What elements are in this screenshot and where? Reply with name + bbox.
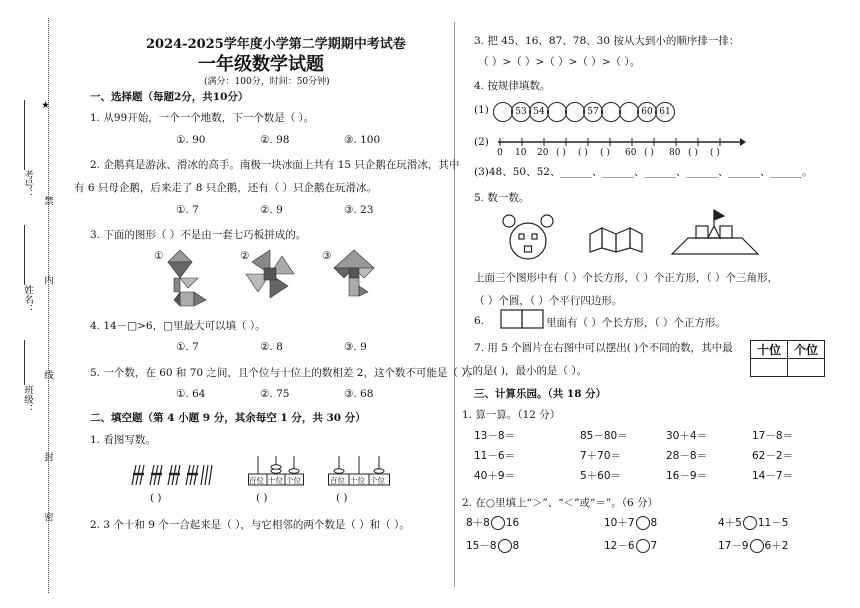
compare-circle[interactable] xyxy=(750,539,764,553)
pattern-1-label: (1) xyxy=(474,104,489,116)
exam-number-blank xyxy=(24,100,25,170)
calc-question-1: 1. 算一算。（12 分） xyxy=(462,409,561,421)
fill-question-4: 4. 按规律填数。 xyxy=(474,80,551,92)
abacus-2-label-ones: 个位 xyxy=(370,476,385,485)
number-line-tick: ( ) xyxy=(600,148,610,158)
shapes-picture-boat xyxy=(670,208,760,256)
fill-3-order-line: （ ）>（ ）>（ ）>（ ）>（ ）。 xyxy=(478,56,641,68)
pattern-2-label: (2) xyxy=(474,136,489,148)
question-3: 3. 下面的图形（ ）不是由一套七巧板拼成的。 xyxy=(90,229,307,241)
q4-option-b: ②. 8 xyxy=(260,341,283,353)
calc-item: 5＋60＝ xyxy=(580,470,622,482)
compare-right: 11－5 xyxy=(757,517,789,529)
fill-1-blank-a: ( ) xyxy=(150,492,162,504)
q3-label-c: ③ xyxy=(322,250,332,262)
seal-char: 封 xyxy=(42,452,53,462)
q4-option-a: ①. 7 xyxy=(176,341,199,353)
calc-item: 40＋9＝ xyxy=(474,470,516,482)
pattern-circle xyxy=(601,102,621,122)
compare-circle[interactable] xyxy=(636,539,650,553)
number-line xyxy=(496,136,746,148)
calc-question-2: 2. 在○里填上“＞”、“＜”或“＝”。（6 分） xyxy=(462,497,658,509)
compare-left: 15－8 xyxy=(466,540,497,552)
compare-circle[interactable] xyxy=(498,539,512,553)
fill-1-blank-b: ( ) xyxy=(256,492,268,504)
pattern-circle xyxy=(565,102,585,122)
compare-item xyxy=(718,538,788,553)
pattern-circle: 53 xyxy=(511,102,531,122)
pattern-circle xyxy=(493,102,513,122)
pattern-circle: 57 xyxy=(583,102,603,122)
question-5: 5. 一个数，在 60 和 70 之间，且个位与十位上的数相差 2，这个数不可能是（ ）。 xyxy=(90,367,478,379)
seal-char: ★ xyxy=(40,100,51,111)
compare-circle[interactable] xyxy=(636,516,650,530)
number-line-tick: 0 xyxy=(497,148,503,158)
fill-question-7-line2: 大的是( )，最小的是（ ）。 xyxy=(462,365,588,377)
seal-char: 禁 xyxy=(42,196,53,206)
abacus-1-label-tens: 十位 xyxy=(268,476,283,485)
section-choice-title: 一、选择题（每题2分，共10分） xyxy=(90,91,249,103)
fill-question-6-number: 6. xyxy=(474,315,485,327)
compare-left: 12－6 xyxy=(604,540,635,552)
compare-item xyxy=(466,515,519,530)
question-2-line1: 2. 企鹅真是游泳、滑冰的高手。南极一块冰面上共有 15 只企鹅在玩滑冰，其中 xyxy=(90,159,460,171)
q3-label-a: ① xyxy=(154,250,164,262)
abacus-2-label-hundreds: 百位 xyxy=(330,476,345,485)
fill-question-7-line1: 7. 用 5 个圆片在右图中可以摆出( )个不同的数，其中最 xyxy=(474,342,733,354)
q5-option-b: ②. 75 xyxy=(260,388,290,400)
number-line-tick: 80 xyxy=(669,148,681,158)
tangram-figure-1 xyxy=(160,248,212,308)
seal-char: 密 xyxy=(42,512,53,522)
compare-right: 7 xyxy=(650,540,658,552)
number-line-tick: ( ) xyxy=(710,148,720,158)
fill-5-line1: 上面三个图形中有（ ）个长方形，（ ）个正方形，（ ）个三角形， xyxy=(474,272,779,284)
q1-option-b: ②. 98 xyxy=(260,134,290,146)
shapes-picture-face xyxy=(500,212,556,264)
name-blank xyxy=(24,225,25,285)
place-value-cell-ones[interactable] xyxy=(788,359,825,377)
pattern-3: (3)48、50、52、______、______、______、______、______、______。 xyxy=(474,166,813,178)
number-line-tick: ( ) xyxy=(556,148,566,158)
number-line-tick: 60 xyxy=(625,148,637,158)
class-label: 班级： xyxy=(22,385,33,414)
calc-item: 13－8＝ xyxy=(474,430,516,442)
pattern-circle xyxy=(547,102,567,122)
q3-label-b: ② xyxy=(240,250,250,262)
calc-item: 14－7＝ xyxy=(752,470,794,482)
abacus-1-label-ones: 个位 xyxy=(286,476,301,485)
question-1: 1. 从99开始，一个一个地数，下一个数是（ ）。 xyxy=(90,112,315,124)
exam-subtitle: 一年级数学试题 xyxy=(198,54,324,75)
place-value-table xyxy=(750,340,825,377)
section-calc-title: 三、计算乐园。（共 18 分） xyxy=(474,388,607,400)
number-line-tick: ( ) xyxy=(644,148,654,158)
compare-left: 4＋5 xyxy=(718,517,742,529)
q2-option-c: ③. 23 xyxy=(344,204,374,216)
compare-right: 8 xyxy=(650,517,658,529)
number-line-tick: ( ) xyxy=(578,148,588,158)
compare-right: 8 xyxy=(512,540,520,552)
seal-char: 内 xyxy=(42,275,53,285)
pattern-circle: 60 xyxy=(637,102,657,122)
pattern-circle: 61 xyxy=(655,102,675,122)
place-value-cell-tens[interactable] xyxy=(751,359,788,377)
compare-left: 8＋8 xyxy=(466,517,490,529)
section-fill-title: 二、填空题（第 4 小题 9 分，其余每空 1 分，共 30 分） xyxy=(90,412,366,424)
fill-question-2: 2. 3 个十和 9 个一合起来是（ ），与它相邻的两个数是（ ）和（ ）。 xyxy=(90,519,410,531)
calc-item: 16－9＝ xyxy=(666,470,708,482)
two-square-figure xyxy=(500,309,544,329)
calc-item: 85－80＝ xyxy=(580,430,628,442)
calc-item: 28－8＝ xyxy=(666,450,708,462)
compare-right: 16 xyxy=(505,517,520,529)
fill-question-5: 5. 数一数。 xyxy=(474,192,530,204)
q5-option-a: ①. 64 xyxy=(176,388,206,400)
compare-item xyxy=(718,515,788,530)
compare-left: 17－9 xyxy=(718,540,749,552)
fill-5-line2: （ ）个圆，（ ）个平行四边形。 xyxy=(474,295,623,307)
tangram-figure-2 xyxy=(244,248,296,300)
number-line-tick: 10 xyxy=(515,148,527,158)
fill-question-6: 里面有（ ）个长方形，（ ）个正方形。 xyxy=(546,317,726,329)
q2-option-a: ①. 7 xyxy=(176,204,199,216)
tangram-figure-3 xyxy=(330,248,378,298)
q1-option-c: ③. 100 xyxy=(344,134,381,146)
compare-circle[interactable] xyxy=(743,516,757,530)
place-value-header-ones: 个位 xyxy=(788,341,825,359)
name-label: 姓名： xyxy=(22,285,33,314)
calc-item: 17－8＝ xyxy=(752,430,794,442)
compare-right: 6＋2 xyxy=(764,540,789,552)
number-line-tick: 20 xyxy=(537,148,549,158)
compare-item xyxy=(466,538,519,553)
q2-option-b: ②. 9 xyxy=(260,204,283,216)
fill-question-3: 3. 把 45、16、87、78、30 按从大到小的顺序排一排： xyxy=(474,35,740,47)
compare-item xyxy=(604,538,657,553)
seal-char: 线 xyxy=(42,370,53,380)
exam-number-label: 考号： xyxy=(22,170,33,199)
q1-option-a: ①. 90 xyxy=(176,134,206,146)
fill-question-1: 1. 看图写数。 xyxy=(90,434,156,446)
number-line-tick: ( ) xyxy=(688,148,698,158)
calc-item: 11－6＝ xyxy=(474,450,516,462)
stick-bundles-picture xyxy=(130,462,214,488)
class-blank xyxy=(24,340,25,385)
exam-meta: (满分：100分，时间：50分钟) xyxy=(204,77,330,87)
calc-item: 62－2＝ xyxy=(752,450,794,462)
exam-title: 2024-2025学年度小学第二学期期中考试卷 xyxy=(146,37,406,52)
calc-item: 30＋4＝ xyxy=(666,430,708,442)
compare-left: 10＋7 xyxy=(604,517,635,529)
pattern-circle: 54 xyxy=(529,102,549,122)
column-divider xyxy=(454,22,455,587)
fill-1-blank-c: ( ) xyxy=(336,492,348,504)
place-value-header-tens: 十位 xyxy=(751,341,788,359)
calc-item: 7＋70＝ xyxy=(580,450,622,462)
q5-option-c: ③. 68 xyxy=(344,388,374,400)
q4-option-c: ③. 9 xyxy=(344,341,367,353)
question-4: 4. 14－□>6，□里最大可以填（ ）。 xyxy=(90,320,266,332)
compare-item xyxy=(604,515,657,530)
abacus-1-label-hundreds: 百位 xyxy=(249,476,264,485)
abacus-2-label-tens: 十位 xyxy=(350,476,365,485)
pattern-circle xyxy=(619,102,639,122)
compare-circle[interactable] xyxy=(491,516,505,530)
question-2-line2: 有 6 只母企鹅，后来走了 8 只企鹅，还有（ ）只企鹅在玩滑冰。 xyxy=(74,182,378,194)
shapes-picture-fan xyxy=(588,226,644,254)
